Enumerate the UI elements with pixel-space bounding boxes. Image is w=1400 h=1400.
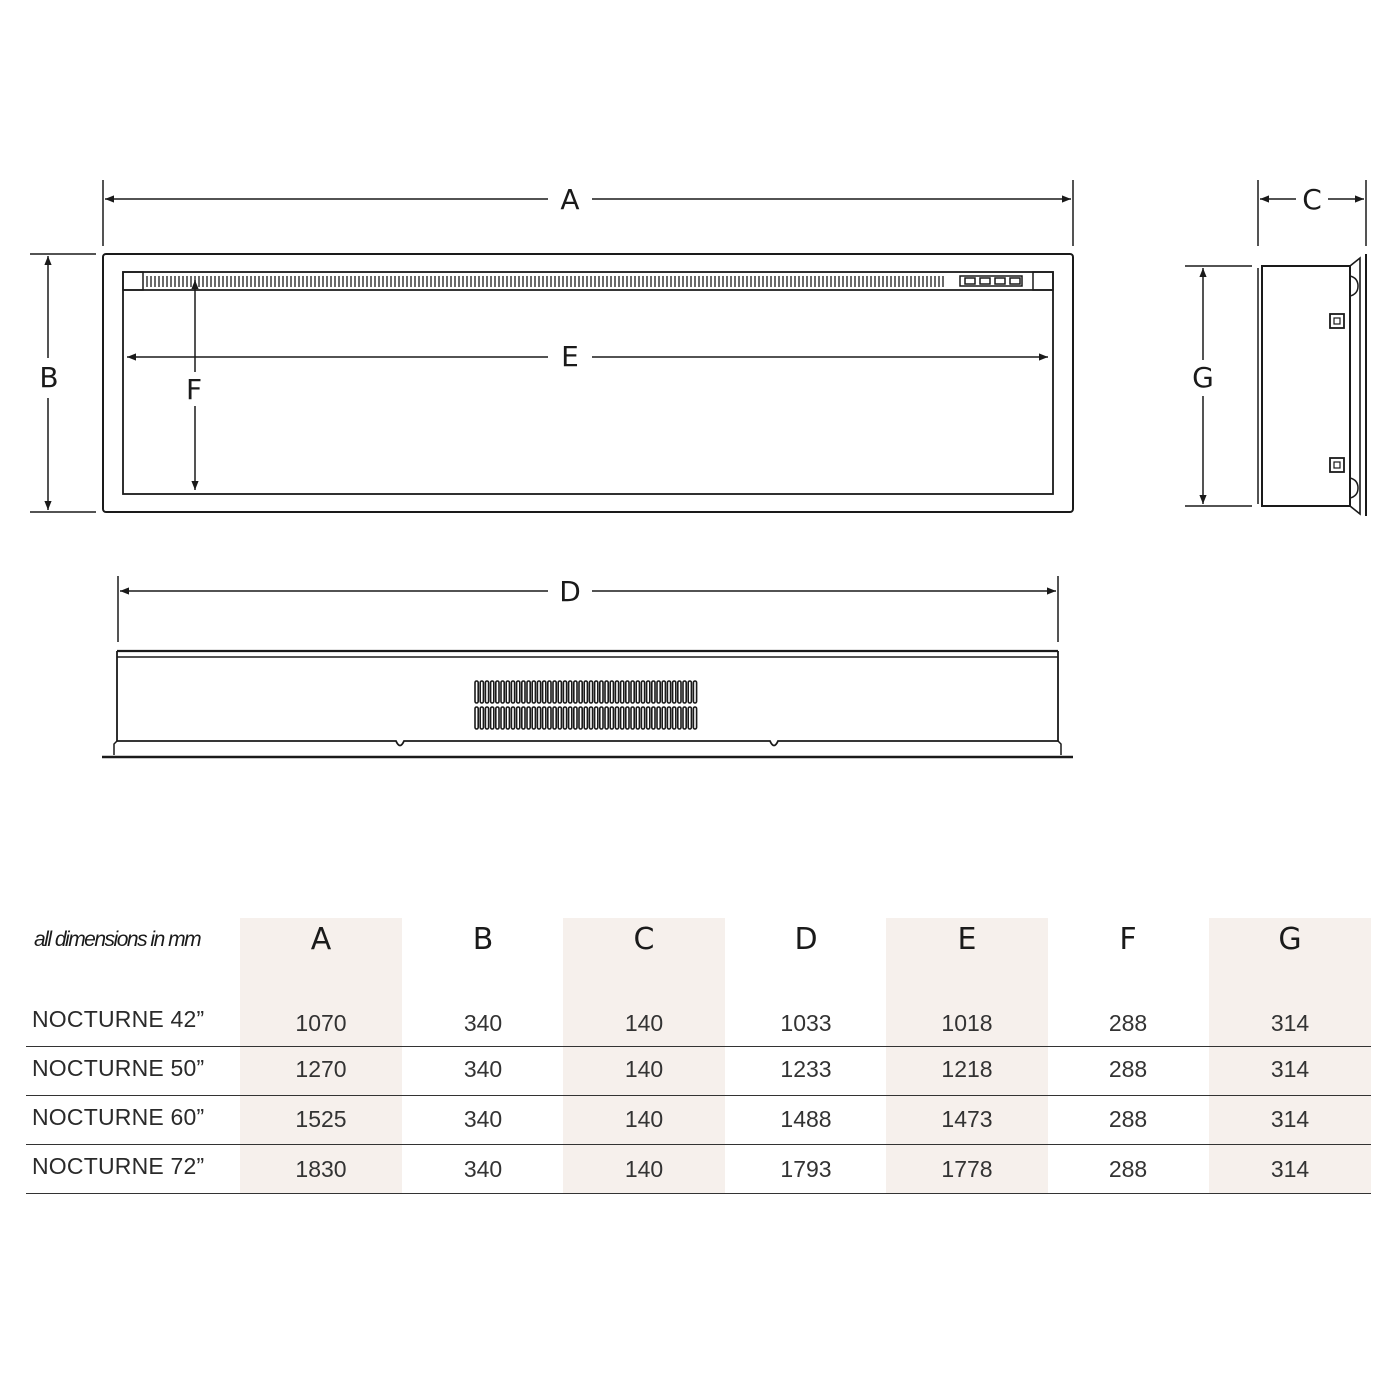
cell-a: 1830 <box>295 1156 347 1182</box>
table-row <box>26 1096 1371 1144</box>
cell-f: 288 <box>1108 1106 1148 1132</box>
cell-c: 140 <box>624 1156 664 1182</box>
top-grille <box>147 276 943 287</box>
header-c: C <box>633 922 655 957</box>
cell-a: 1270 <box>295 1056 347 1082</box>
header-e: E <box>957 922 977 957</box>
model-name: NOCTURNE 50” <box>32 1055 205 1081</box>
cell-c: 140 <box>624 1106 664 1132</box>
label-g: G <box>1192 361 1214 394</box>
cell-d: 1033 <box>780 1010 832 1036</box>
cell-d: 1793 <box>780 1156 832 1182</box>
header-a: A <box>310 922 332 957</box>
cell-d: 1488 <box>780 1106 832 1132</box>
table-row <box>26 998 1371 1046</box>
cell-d: 1233 <box>780 1056 832 1082</box>
label-f: F <box>185 373 203 406</box>
vent-slots <box>475 681 697 729</box>
table-header <box>26 918 1371 998</box>
row-divider <box>26 1193 1371 1194</box>
cell-b: 340 <box>463 1106 503 1132</box>
table-row <box>26 1145 1371 1193</box>
top-view <box>102 651 1073 757</box>
header-b: B <box>472 922 494 957</box>
label-a: A <box>560 183 580 216</box>
header-f: F <box>1119 922 1137 957</box>
cell-b: 340 <box>463 1056 503 1082</box>
cell-b: 340 <box>463 1010 503 1036</box>
cell-f: 288 <box>1108 1156 1148 1182</box>
cell-g: 314 <box>1270 1156 1310 1182</box>
dimension-a <box>103 180 1073 246</box>
cell-c: 140 <box>624 1010 664 1036</box>
cell-b: 340 <box>463 1156 503 1182</box>
cell-f: 288 <box>1108 1010 1148 1036</box>
side-view <box>1258 254 1366 516</box>
cell-e: 1473 <box>941 1106 993 1132</box>
cell-e: 1218 <box>941 1056 993 1082</box>
model-name: NOCTURNE 72” <box>32 1153 205 1179</box>
label-c: C <box>1302 183 1322 216</box>
header-g: G <box>1278 922 1302 957</box>
header-d: D <box>794 922 818 957</box>
front-view <box>103 254 1073 512</box>
cell-g: 314 <box>1270 1056 1310 1082</box>
model-name: NOCTURNE 42” <box>32 1006 205 1032</box>
model-name: NOCTURNE 60” <box>32 1104 205 1130</box>
cell-g: 314 <box>1270 1106 1310 1132</box>
dimension-d <box>118 576 1058 642</box>
cell-a: 1525 <box>295 1106 347 1132</box>
table-row <box>26 1047 1371 1095</box>
units-note: all dimensions in mm <box>34 928 201 951</box>
cell-g: 314 <box>1270 1010 1310 1036</box>
label-b: B <box>39 361 59 394</box>
cell-e: 1018 <box>941 1010 993 1036</box>
cell-a: 1070 <box>295 1010 347 1036</box>
control-buttons <box>960 276 1022 286</box>
cell-c: 140 <box>624 1056 664 1082</box>
cell-e: 1778 <box>941 1156 993 1182</box>
label-e: E <box>561 340 579 373</box>
label-d: D <box>559 575 581 608</box>
cell-f: 288 <box>1108 1056 1148 1082</box>
